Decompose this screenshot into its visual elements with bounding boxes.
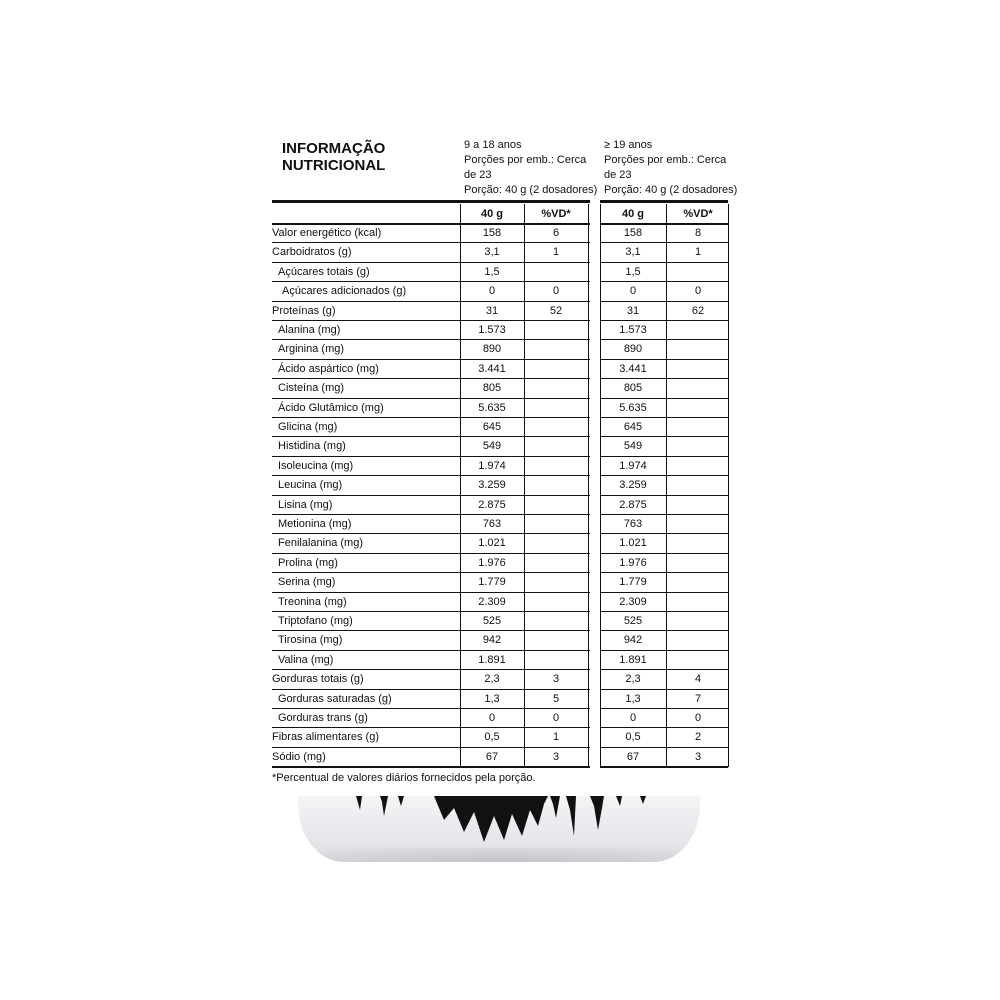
amount-cell: 805 (482, 382, 502, 395)
col-header-dv: %VD* (683, 208, 713, 220)
amount-cell: 1.974 (619, 459, 647, 472)
nutrient-name: Tirosina (mg) (278, 634, 343, 647)
dv-cell: 1 (552, 246, 560, 259)
row-divider (600, 359, 728, 360)
row-divider (272, 398, 590, 399)
nutrient-name: Valor energético (kcal) (272, 227, 382, 239)
dv-cell: 3 (694, 750, 702, 763)
amount-cell: 1.573 (478, 324, 506, 336)
title-line-1: INFORMAÇÃO (282, 140, 386, 157)
nutrient-name: Gorduras totais (g) (272, 673, 364, 686)
row-divider (600, 242, 728, 243)
amount-cell: 805 (623, 382, 643, 395)
dv-cell: 3 (552, 673, 560, 686)
amount-cell: 67 (485, 750, 499, 763)
footnote: *Percentual de valores diários fornecidos pela porção. (272, 772, 536, 784)
nutrient-name: Valina (mg) (278, 653, 334, 666)
nutrient-name: Leucina (mg) (278, 479, 343, 492)
amount-cell: 525 (482, 615, 502, 627)
dv-cell: 7 (694, 692, 702, 705)
dv-cell: 0 (694, 285, 702, 298)
row-divider (600, 611, 728, 612)
nutrient-name: Arginina (mg) (278, 343, 345, 356)
amount-cell: 525 (623, 615, 643, 627)
amount-cell: 1.891 (478, 653, 506, 666)
group-age: 9 a 18 anos (464, 139, 522, 151)
amount-cell: 1.976 (619, 556, 647, 569)
group-header-9-18 (464, 138, 597, 198)
amount-cell: 2,3 (484, 673, 500, 686)
amount-cell: 2.875 (619, 498, 647, 511)
nutrient-name: Triptofano (mg) (278, 615, 353, 627)
row-divider (272, 359, 590, 360)
row-divider (600, 281, 728, 282)
amount-cell: 158 (482, 227, 502, 239)
row-divider (272, 475, 590, 476)
row-divider (272, 495, 590, 496)
row-divider (600, 223, 728, 225)
row-divider (600, 475, 728, 476)
row-divider (272, 553, 590, 554)
dv-cell: 0 (694, 712, 702, 724)
amount-cell: 1.974 (478, 459, 506, 472)
amount-cell: 645 (482, 421, 502, 433)
row-divider (600, 436, 728, 437)
amount-cell: 3.441 (619, 362, 647, 375)
title-line-2: NUTRICIONAL (282, 157, 386, 174)
nutrient-name: Metionina (mg) (278, 518, 352, 530)
amount-cell: 0 (488, 712, 496, 724)
row-divider (272, 727, 590, 728)
amount-cell: 2,3 (625, 673, 641, 686)
row-divider (600, 495, 728, 496)
nutrient-name: Gorduras trans (g) (278, 712, 368, 724)
amount-cell: 763 (482, 518, 502, 530)
amount-cell: 1.779 (478, 576, 506, 589)
row-divider (272, 572, 590, 573)
amount-cell: 5.635 (478, 401, 506, 414)
group-serving: Porção: 40 g (2 dosadores) (464, 184, 598, 196)
dv-cell: 62 (691, 304, 705, 317)
nutrient-name: Ácido aspártico (mg) (278, 362, 379, 375)
row-divider (272, 611, 590, 612)
row-divider (600, 708, 728, 709)
amount-cell: 1,3 (625, 692, 641, 705)
dv-cell: 2 (694, 731, 702, 744)
row-divider (600, 630, 728, 631)
row-divider (272, 339, 590, 340)
amount-cell: 3,1 (625, 246, 641, 259)
row-divider (272, 262, 590, 263)
amount-cell: 0 (629, 285, 637, 298)
column-divider (588, 204, 589, 767)
dv-cell: 0 (552, 285, 560, 298)
row-divider (272, 436, 590, 437)
nutrient-name: Isoleucina (mg) (278, 459, 354, 472)
amount-cell: 0,5 (484, 731, 500, 744)
row-divider (600, 592, 728, 593)
nutrient-name: Ácido Glutâmico (mg) (278, 401, 384, 414)
column-divider (728, 204, 729, 767)
row-divider (600, 398, 728, 399)
amount-cell: 1.891 (619, 653, 647, 666)
nutrient-name: Gorduras saturadas (g) (278, 692, 392, 705)
row-divider (600, 262, 728, 263)
amount-cell: 1.021 (478, 537, 506, 550)
amount-cell: 3,1 (484, 246, 500, 259)
nutrient-name: Carboidratos (g) (272, 246, 352, 259)
amount-cell: 645 (623, 421, 643, 433)
amount-cell: 3.259 (619, 479, 647, 492)
row-divider (600, 533, 728, 534)
amount-cell: 890 (482, 343, 502, 356)
nutrient-name: Fenilalanina (mg) (278, 537, 363, 550)
nutrient-name: Prolina (mg) (278, 556, 338, 569)
row-divider (600, 320, 728, 321)
nutrient-name: Proteínas (g) (272, 304, 336, 317)
amount-cell: 0 (629, 712, 637, 724)
amount-cell: 1.021 (619, 537, 647, 550)
amount-cell: 31 (626, 304, 640, 317)
row-divider (272, 533, 590, 534)
amount-cell: 942 (482, 634, 502, 647)
dv-cell: 3 (552, 750, 560, 763)
dv-cell: 52 (549, 304, 563, 317)
column-divider (460, 204, 461, 767)
nutrient-name: Alanina (mg) (278, 324, 341, 336)
nutrient-name: Serina (mg) (278, 576, 336, 589)
row-divider (272, 456, 590, 457)
amount-cell: 3.441 (478, 362, 506, 375)
row-divider (272, 689, 590, 690)
amount-cell: 2.309 (478, 595, 506, 608)
amount-cell: 3.259 (478, 479, 506, 492)
row-divider (600, 766, 728, 768)
nutrient-name: Cisteína (mg) (278, 382, 345, 395)
dv-cell: 5 (552, 692, 560, 705)
nutrient-name: Histidina (mg) (278, 440, 346, 453)
row-divider (600, 378, 728, 379)
amount-cell: 5.635 (619, 401, 647, 414)
row-divider (600, 553, 728, 554)
dv-cell: 1 (694, 246, 702, 259)
row-divider (272, 747, 590, 748)
amount-cell: 67 (626, 750, 640, 763)
group-portions: Porções por emb.: Cerca (464, 154, 587, 166)
amount-cell: 31 (485, 304, 499, 317)
row-divider (272, 766, 590, 768)
amount-cell: 549 (482, 440, 502, 453)
amount-cell: 890 (623, 343, 643, 356)
row-divider (272, 417, 590, 418)
row-divider (272, 630, 590, 631)
column-divider (524, 204, 525, 767)
row-divider (272, 708, 590, 709)
amount-cell: 1.779 (619, 576, 647, 589)
dv-cell: 1 (552, 731, 560, 744)
row-divider (272, 650, 590, 651)
amount-cell: 1,3 (484, 692, 500, 705)
col-header-amount: 40 g (621, 208, 644, 220)
row-divider (600, 339, 728, 340)
nutrient-name: Açúcares adicionados (g) (282, 285, 407, 298)
col-header-dv: %VD* (541, 208, 571, 220)
product-container-image (298, 796, 700, 862)
group-portions-cont: de 23 (464, 169, 492, 181)
amount-cell: 0 (488, 285, 496, 298)
amount-cell: 158 (623, 227, 643, 239)
row-divider (600, 747, 728, 748)
group-serving: Porção: 40 g (2 dosadores) (604, 184, 738, 196)
amount-cell: 1.573 (619, 324, 647, 336)
group-portions: Porções por emb.: Cerca (604, 154, 727, 166)
nutrient-name: Açúcares totais (g) (278, 265, 370, 278)
row-divider (600, 727, 728, 728)
row-divider (272, 281, 590, 282)
nutrient-name: Fibras alimentares (g) (272, 731, 379, 744)
group-age: ≥ 19 anos (604, 139, 653, 151)
col-header-amount: 40 g (480, 208, 503, 220)
dv-cell: 4 (694, 673, 702, 686)
amount-cell: 1,5 (625, 265, 641, 278)
row-divider (600, 417, 728, 418)
row-divider (272, 320, 590, 321)
row-divider (272, 592, 590, 593)
row-divider (272, 514, 590, 515)
amount-cell: 2.309 (619, 595, 647, 608)
dv-cell: 6 (552, 227, 560, 239)
nutrient-name: Lisina (mg) (278, 498, 333, 511)
row-divider (272, 301, 590, 302)
dv-cell: 0 (552, 712, 560, 724)
nutrient-name: Glicina (mg) (278, 421, 338, 433)
nutrient-name: Sódio (mg) (272, 750, 326, 763)
amount-cell: 763 (623, 518, 643, 530)
row-divider (600, 572, 728, 573)
nutrition-title (282, 140, 385, 174)
amount-cell: 1.976 (478, 556, 506, 569)
row-divider (272, 378, 590, 379)
row-divider (272, 242, 590, 243)
row-divider (600, 514, 728, 515)
row-divider (600, 669, 728, 670)
nutrient-name: Treonina (mg) (278, 595, 347, 608)
row-divider (600, 301, 728, 302)
column-divider (666, 204, 667, 767)
row-divider (272, 223, 590, 225)
row-divider (600, 689, 728, 690)
amount-cell: 942 (623, 634, 643, 647)
amount-cell: 0,5 (625, 731, 641, 744)
column-divider (600, 204, 601, 767)
row-divider (600, 650, 728, 651)
group-header-19-plus (604, 138, 737, 198)
group-portions-cont: de 23 (604, 169, 632, 181)
header-rule-right (600, 200, 728, 203)
row-divider (600, 456, 728, 457)
amount-cell: 1,5 (484, 265, 500, 278)
row-divider (272, 669, 590, 670)
amount-cell: 549 (623, 440, 643, 453)
amount-cell: 2.875 (478, 498, 506, 511)
dv-cell: 8 (694, 227, 702, 239)
header-rule-left (272, 200, 590, 203)
